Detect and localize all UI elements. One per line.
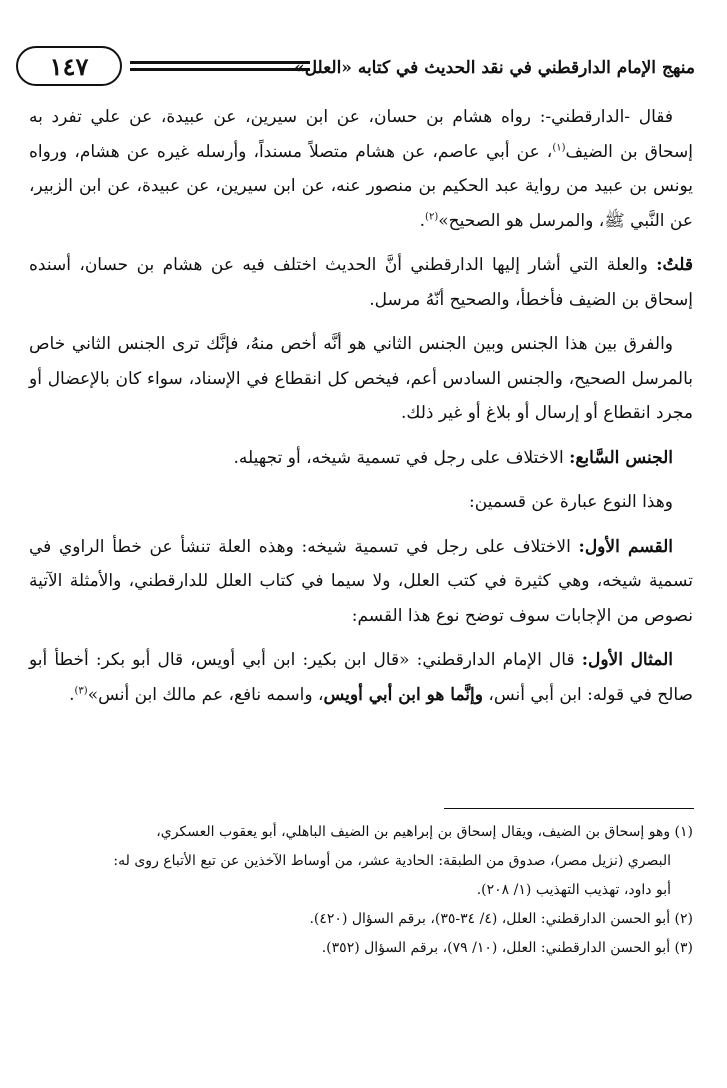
footnote-separator [444,808,694,809]
paragraph: وهذا النوع عبارة عن قسمين: [469,492,673,512]
paragraph-lead: قلتُ: [656,255,693,275]
footnote-continuation: أبو داود، تهذيب التهذيب (١/ ٢٠٨). [476,882,671,898]
footnote-ref: (٢) [425,210,439,222]
paragraph: والفرق بين هذا الجنس وبين الجنس الثاني هو أنَّه أخص منهُ، فإنَّك ترى الجنس الثاني خاص بالمرسل الصحيح، والجنس السادس أعم، فيخص كل انقطاع في الإسناد، سواء كان بالإعضال أو مجرد انقطاع أو إرسال أو بلاغ أو غير ذلك. [29,334,693,423]
footnote: (١) وهو إسحاق بن الضيف، ويقال إسحاق بن إبراهيم بن الضيف الباهلي، أبو يعقوب العسكري، [156,824,693,840]
footnote-ref: (٣) [74,684,88,696]
paragraph: قلتُ: والعلة التي أشار إليها الدارقطني أنَّ الحديث اختلف فيه عن هشام بن حسان، أسنده إسحاق بن الضيف فأخطأ، والصحيح أنّهُ مرسل. [29,255,693,310]
paragraph: المثال الأول: قال الإمام الدارقطني: «قال ابن بكير: ابن أبي أويس، قال أبو بكر: أخطأ أبو صالح في قوله: ابن أبي أنس، وإنَّما هو ابن أبي أويس، واسمه نافع، عم مالك ابن أنس»$^{(٣)}$. [29,650,693,705]
footnote-continuation: البصري (نزيل مصر)، صدوق من الطبقة: الحادية عشر، من أوساط الآخذين عن تبع الأتباع روى له: [113,853,671,869]
paragraph: القسم الأول: الاختلاف على رجل في تسمية شيخه: وهذه العلة تنشأ عن خطأ الراوي في تسمية شيخه، وهي كثيرة في كتب العلل، ولا سيما في كتاب العلل للدارقطني، والأمثلة الآتية نصوص من الإجابات سوف توضح نوع هذا القسم: [29,536,693,626]
page-number-badge [16,46,122,86]
running-title: منهج الإمام الدارقطني في نقد الحديث في كتابه «العلل» [294,58,695,78]
main-text [29,100,693,722]
paragraph: الجنس السَّابع: الاختلاف على رجل في تسمية شيخه، أو تجهيله. [233,447,673,468]
footnote: (٢) أبو الحسن الدارقطني: العلل، (٤/ ٣٤-٣٥)، برقم السؤال (٤٢٠). [309,911,693,927]
page-number: ١٤٧ [49,51,89,81]
section-heading: الجنس السَّابع: [569,447,673,468]
paragraph: فقال -الدارقطني-: رواه هشام بن حسان، عن ابن سيرين، عن عبيدة، عن علي تفرد به إسحاق بن الضيف$^{(١)}$، عن أبي عاصم، عن هشام متصلاً مسنداً، وأرسله غيره عن هشام، ورواه يونس بن عبيد من رواية عبد الحكيم بن منصور عنه، عن ابن سيرين، عن عبيدة، عن ابن الزبير، عن النَّبي ﷺ، والمرسل هو الصحيح»$^{(٢)}$. [29,107,694,231]
section-heading: القسم الأول: [578,536,674,557]
example-heading: المثال الأول: [581,650,673,670]
footnote-ref: (١) [552,141,566,153]
header-rule [130,61,310,64]
footnotes [29,818,693,963]
header-rule [130,68,310,71]
footnote: (٣) أبو الحسن الدارقطني: العلل، (١٠/ ٧٩)، برقم السؤال (٣٥٢). [321,940,693,956]
